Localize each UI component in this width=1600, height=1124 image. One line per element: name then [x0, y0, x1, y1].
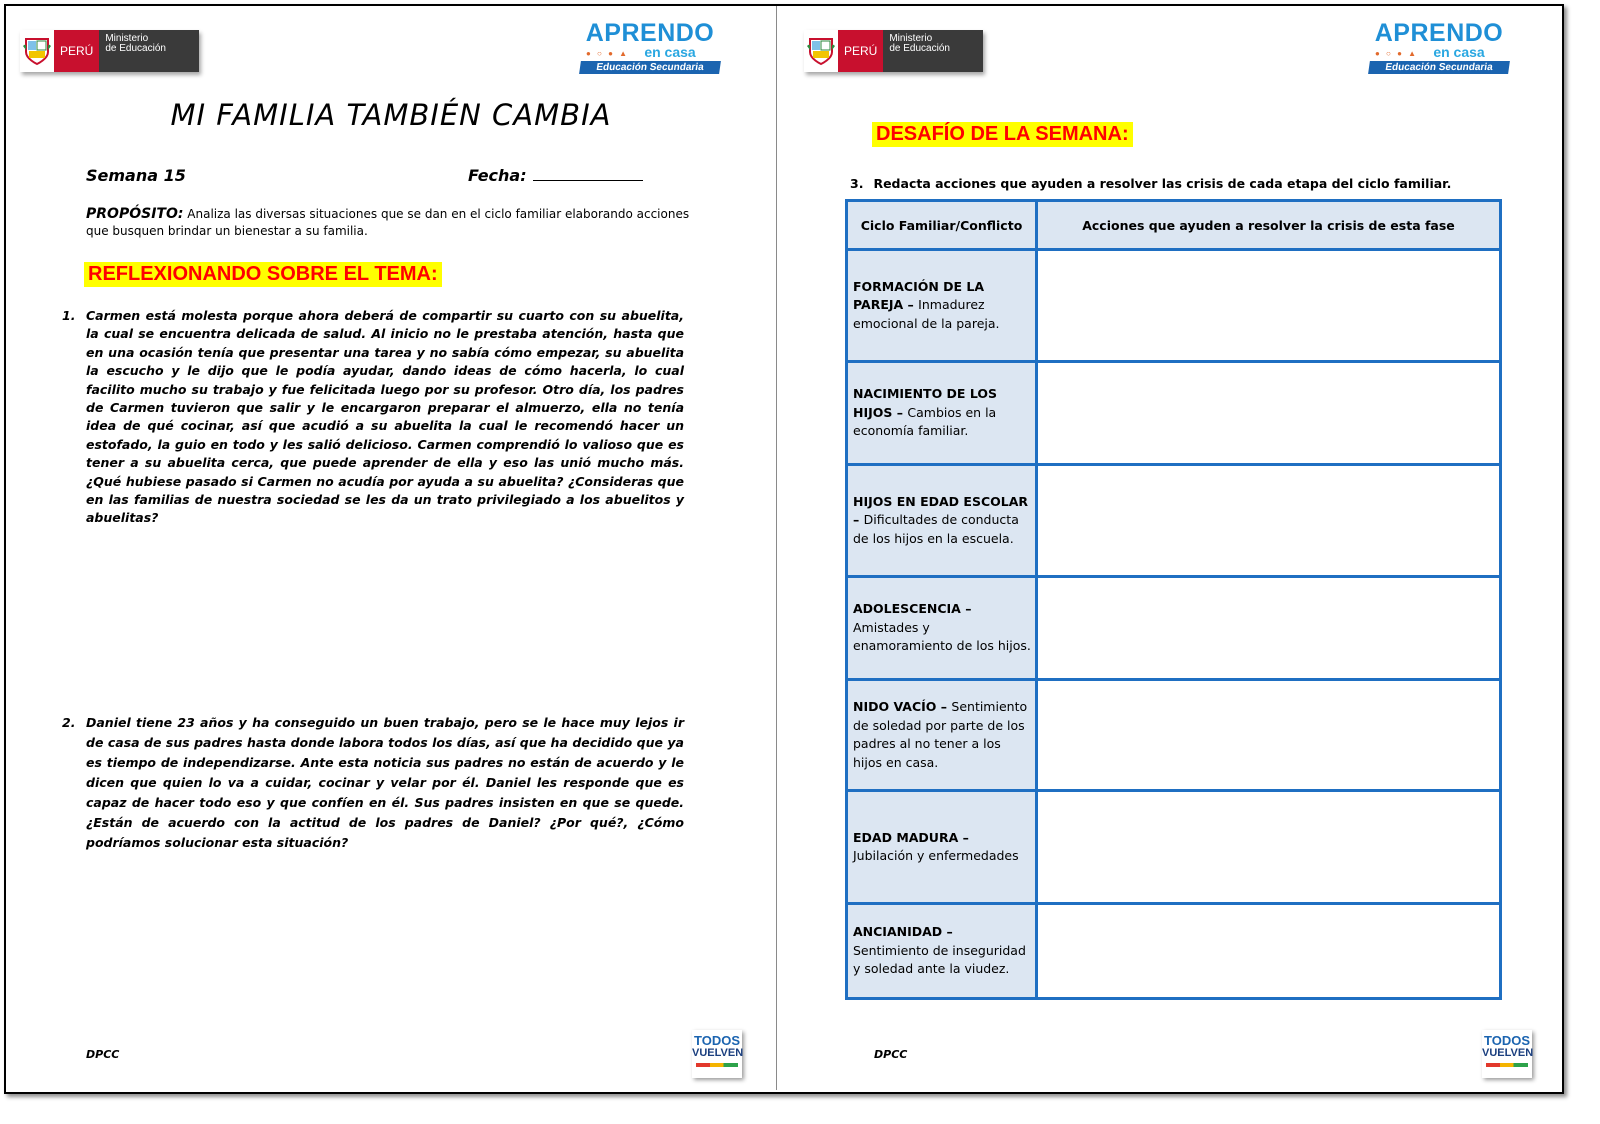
- aprendo-en-casa-logo: [1369, 20, 1509, 82]
- stage-name: HIJOS EN EDAD ESCOLAR: [853, 493, 1029, 509]
- table-row: [847, 250, 1501, 362]
- answer-cell[interactable]: [1037, 680, 1501, 791]
- footer-course-label: DPCC: [874, 1048, 908, 1061]
- todos-vuelven-badge: TODOS VUELVEN: [1482, 1030, 1532, 1078]
- stage-cell: HIJOS EN EDAD ESCOLAR – Dificultades de conducta de los hijos en la escuela.: [847, 465, 1037, 577]
- stage-name: NACIMIENTO DE LOS HIJOS: [853, 386, 997, 420]
- purpose-text: Analiza las diversas situaciones que se dan en el ciclo familiar elaborando acciones que busquen brindar un bienestar a su familia.: [86, 207, 690, 238]
- stage-conflict: Jubilación y enfermedades: [853, 848, 1019, 863]
- date-field: [468, 166, 643, 185]
- column-header-actions: Acciones que ayuden a resolver la crisis de esta fase: [1037, 201, 1501, 250]
- week-label: Semana 15: [86, 166, 186, 185]
- stage-conflict: Sentimiento de inseguridad y soledad ante la viudez.: [853, 942, 1026, 977]
- question-text: Redacta acciones que ayuden a resolver las crisis de cada etapa del ciclo familiar.: [873, 176, 1452, 191]
- date-label: Fecha:: [468, 166, 527, 185]
- stage-conflict: Dificultades de conducta de los hijos en la escuela.: [853, 512, 1019, 546]
- brand-line-2: en casa: [644, 44, 696, 60]
- question-text: Daniel tiene 23 años y ha conseguido un buen trabajo, pero se le hace muy lejos ir de casa de sus padres hasta donde labora todos los días, así que ha decidido que ya es tiempo de independizarse. Ante esta noticia sus padres no están de acuerdo y le dicen que quien lo va a cuidar, cocinar y velar por él. Daniel les responde que es capaz de hacer todo eso y que confíen en él. Sus padres insisten en que se quede. ¿Están de acuerdo con la actitud de los padres de Daniel? ¿Por qué?, ¿Cómo podríamos solucionar esta situación?: [86, 715, 684, 850]
- ministry-name: Ministerio de Educación: [883, 30, 983, 72]
- answer-cell[interactable]: [1037, 362, 1501, 465]
- stage-conflict: Inmadurez emocional de la pareja.: [853, 297, 1000, 331]
- table-row: [847, 465, 1501, 577]
- brand-dots-icon: ● ○ ● ▲: [1375, 49, 1419, 58]
- stage-cell: NACIMIENTO DE LOS HIJOS – Cambios en la economía familiar.: [847, 362, 1037, 465]
- left-page: [6, 6, 776, 1090]
- right-page: [782, 6, 1560, 1090]
- question-number: 1.: [62, 308, 76, 323]
- badge-color-bar: [696, 1063, 738, 1067]
- stage-conflict: Amistades y enamoramiento de los hijos.: [853, 619, 1031, 654]
- coat-of-arms-icon: [20, 30, 54, 72]
- stage-conflict: Cambios en la economía familiar.: [853, 404, 997, 439]
- table-row: [847, 362, 1501, 465]
- ministry-logo: [804, 30, 983, 72]
- brand-line-3: Educación Secundaria: [1368, 61, 1510, 74]
- answer-cell[interactable]: [1037, 577, 1501, 680]
- answer-cell[interactable]: [1037, 904, 1501, 999]
- brand-line-1: APRENDO: [1374, 19, 1504, 47]
- stage-name: NIDO VACÍO: [853, 699, 937, 714]
- brand-line-1: APRENDO: [585, 19, 715, 47]
- stage-cell: FORMACIÓN DE LA PAREJA – Inmadurez emocional de la pareja.: [847, 250, 1037, 362]
- stage-cell: NIDO VACÍO – Sentimiento de soledad por parte de los padres al no tener a los hijos en casa.: [847, 680, 1037, 791]
- stage-cell: ADOLESCENCIA – Amistades y enamoramiento de los hijos.: [847, 577, 1037, 680]
- table-row: [847, 680, 1501, 791]
- question-number: 2.: [62, 715, 76, 730]
- stage-name: EDAD MADURA: [853, 829, 959, 845]
- stage-cell: ANCIANIDAD – Sentimiento de inseguridad y soledad ante la viudez.: [847, 904, 1037, 999]
- aprendo-en-casa-logo: [580, 20, 720, 82]
- answer-cell[interactable]: [1037, 250, 1501, 362]
- section-heading-desafio: DESAFÍO DE LA SEMANA:: [872, 122, 1133, 147]
- brand-dots-icon: ● ○ ● ▲: [586, 49, 630, 58]
- column-header-stage: Ciclo Familiar/Conflicto: [847, 201, 1037, 250]
- answer-cell[interactable]: [1037, 791, 1501, 904]
- peru-label: PERÚ: [54, 30, 99, 72]
- footer-course-label: DPCC: [86, 1048, 120, 1061]
- stage-name: ADOLESCENCIA: [853, 601, 961, 617]
- ministry-logo: [20, 30, 199, 72]
- question-2: [62, 713, 684, 853]
- brand-line-3: Educación Secundaria: [579, 61, 721, 74]
- badge-color-bar: [1486, 1063, 1528, 1067]
- answer-cell[interactable]: [1037, 465, 1501, 577]
- date-blank-line: [533, 180, 643, 181]
- question-text: Carmen está molesta porque ahora deberá de compartir su cuarto con su abuelita, la cual se encuentra delicada de salud. Al inicio no le prestaba atención, hasta que en una ocasión tenía que presentar una tarea y no sabía cómo empezar, su abuelita la escucho y le dijo que le podía ayudar, dando ideas de cómo hacerla, lo cual facilito mucho su trabajo y fue felicitada luego por su profesor. Otro día, los padres de Carmen tuvieron que salir y le encargaron preparar el almuerzo, ella no tenía idea de qué cocinar, así que acudió a su abuelita la cual le recomendó hacer un estofado, la guio en todo y les salió delicioso. Carmen comprendió lo valioso que es tener a su abuelita cerca, que puede aprender de ella y eso las unió mucho más. ¿Qué hubiese pasado si Carmen no acudía por ayuda a su abuelita? ¿Consideras que en las familias de nuestra sociedad se les da un trato privilegiado a los abuelitos y abuelitas?: [86, 308, 684, 526]
- purpose-paragraph: [86, 206, 706, 240]
- page-title: MI FAMILIA TAMBIÉN CAMBIA: [170, 98, 612, 132]
- table-header-row: [847, 201, 1501, 250]
- peru-label: PERÚ: [838, 30, 883, 72]
- table-row: [847, 904, 1501, 999]
- stage-conflict: Sentimiento de soledad por parte de los padres al no tener a los hijos en casa.: [853, 699, 1028, 770]
- stage-cell: EDAD MADURA – Jubilación y enfermedades: [847, 791, 1037, 904]
- brand-line-2: en casa: [1433, 44, 1485, 60]
- stage-name: FORMACIÓN DE LA PAREJA: [853, 278, 985, 313]
- question-3: [850, 176, 1451, 191]
- ministry-name: Ministerio de Educación: [99, 30, 199, 72]
- section-heading-reflexionando: REFLEXIONANDO SOBRE EL TEMA:: [84, 262, 442, 287]
- purpose-label: PROPÓSITO:: [86, 206, 184, 222]
- family-cycle-table: [845, 199, 1502, 1000]
- coat-of-arms-icon: [804, 30, 838, 72]
- stage-name: ANCIANIDAD: [853, 924, 943, 940]
- question-number: 3.: [850, 176, 864, 191]
- table-row: [847, 791, 1501, 904]
- question-1: [62, 307, 684, 528]
- todos-vuelven-badge: TODOS VUELVEN: [692, 1030, 742, 1078]
- table-row: [847, 577, 1501, 680]
